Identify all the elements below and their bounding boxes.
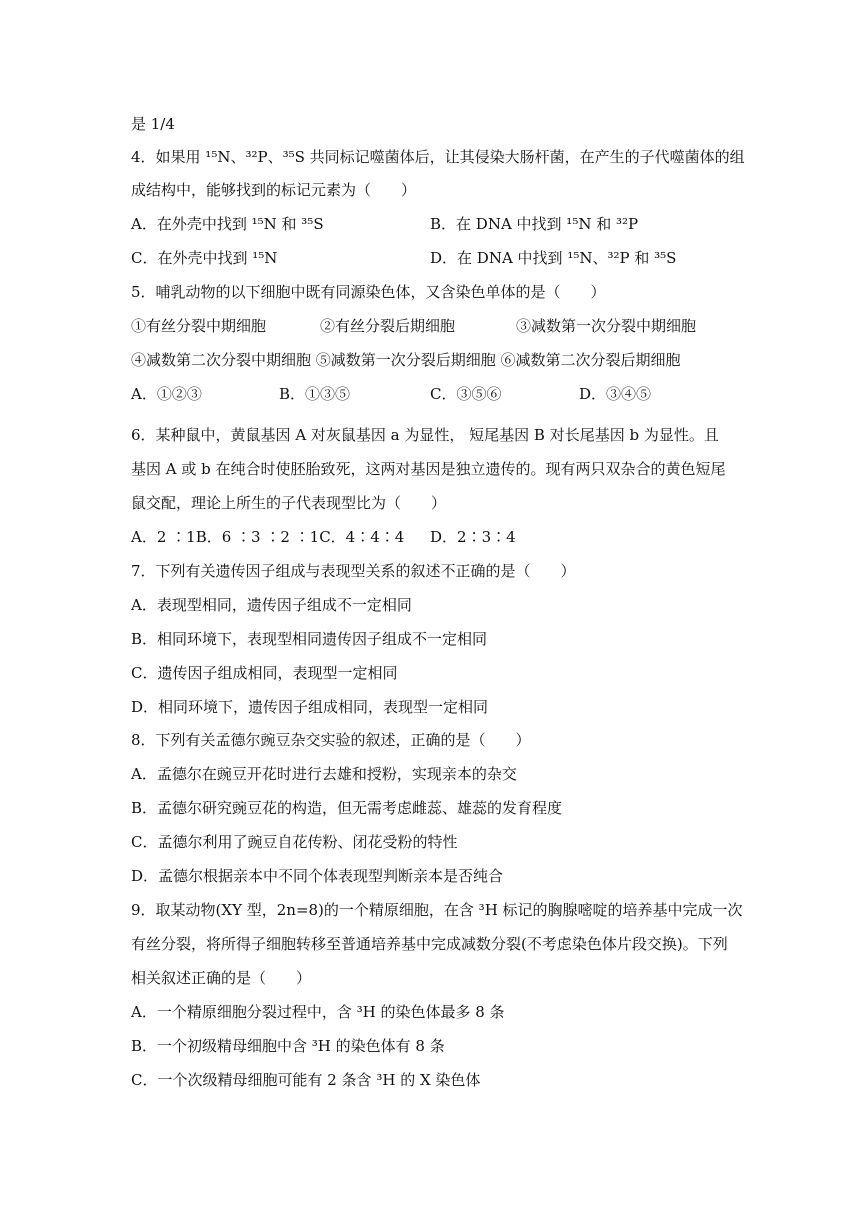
question-9-stem-line-3: 相关叙述正确的是（ ） — [131, 969, 312, 987]
question-6-stem-line-1: 6．某种鼠中，黄鼠基因 A 对灰鼠基因 a 为显性， 短尾基因 B 对长尾基因 b 为显性。且 — [131, 426, 719, 444]
question-7-option-d: D．相同环境下，遗传因子组成相同，表现型一定相同 — [131, 698, 489, 716]
question-5-stem: 5．哺乳动物的以下细胞中既有同源染色体，又含染色单体的是（ ） — [131, 283, 606, 301]
question-6-stem-line-3: 鼠交配，理论上所生的子代表现型比为（ ） — [131, 494, 447, 512]
question-9-option-c: C．一个次级精母细胞可能有 2 条含 ³H 的 X 染色体 — [131, 1071, 481, 1089]
question-8-option-d: D．孟德尔根据亲本中不同个体表现型判断亲本是否纯合 — [131, 867, 504, 885]
question-7-option-c: C．遗传因子组成相同，表现型一定相同 — [131, 664, 398, 682]
question-4-option-d: D．在 DNA 中找到 ¹⁵N、³²P 和 ³⁵S — [430, 249, 677, 267]
question-5-item-3: ③减数第一次分裂中期细胞 — [516, 317, 697, 335]
question-8-stem: 8．下列有关孟德尔豌豆杂交实验的叙述，正确的是（ ） — [131, 731, 531, 749]
text-line: 是 1/4 — [131, 115, 175, 133]
question-5-items-4-6: ④减数第二次分裂中期细胞 ⑤减数第一次分裂后期细胞 ⑥减数第二次分裂后期细胞 — [131, 351, 681, 369]
question-9-stem-line-1: 9．取某动物(XY 型，2n=8)的一个精原细胞，在含 ³H 标记的胸腺嘧啶的培养基中完成一次 — [131, 901, 743, 919]
question-4-option-b: B．在 DNA 中找到 ¹⁵N 和 ³²P — [430, 215, 639, 233]
question-6-stem-line-2: 基因 A 或 b 在纯合时使胚胎致死，这两对基因是独立遗传的。现有两只双杂合的黄色短尾 — [131, 460, 726, 478]
question-9-option-b: B．一个初级精母细胞中含 ³H 的染色体有 8 条 — [131, 1037, 445, 1055]
question-9-option-a: A．一个精原细胞分裂过程中，含 ³H 的染色体最多 8 条 — [131, 1003, 505, 1021]
question-5-option-c: C．③⑤⑥ — [430, 385, 502, 403]
question-5-item-1: ①有丝分裂中期细胞 — [131, 317, 267, 335]
question-5-option-a: A．①②③ — [131, 385, 202, 403]
question-8-option-b: B．孟德尔研究豌豆花的构造，但无需考虑雌蕊、雄蕊的发育程度 — [131, 799, 563, 817]
question-4-stem-line-1: 4．如果用 ¹⁵N、³²P、³⁵S 共同标记噬菌体后，让其侵染大肠杆菌，在产生的子代噬菌体的组 — [131, 148, 745, 166]
question-7-option-a: A．表现型相同，遗传因子组成不一定相同 — [131, 596, 412, 614]
question-8-option-c: C．孟德尔利用了豌豆自花传粉、闭花受粉的特性 — [131, 833, 458, 851]
question-5-item-2: ②有丝分裂后期细胞 — [320, 317, 456, 335]
question-9-stem-line-2: 有丝分裂，将所得子细胞转移至普通培养基中完成减数分裂(不考虑染色体片段交换)。下列 — [131, 935, 728, 953]
question-4-stem-line-2: 成结构中，能够找到的标记元素为（ ） — [131, 181, 417, 199]
question-5-option-b: B．①③⑤ — [279, 385, 351, 403]
question-8-option-a: A．孟德尔在豌豆开花时进行去雄和授粉，实现亲本的杂交 — [131, 765, 517, 783]
question-6-options-abc: A．2 ∶1B．6 ∶3 ∶2 ∶1C．4∶4∶4 — [131, 528, 405, 546]
question-4-option-a: A．在外壳中找到 ¹⁵N 和 ³⁵S — [131, 215, 324, 233]
question-7-option-b: B．相同环境下，表现型相同遗传因子组成不一定相同 — [131, 630, 488, 648]
question-4-option-c: C．在外壳中找到 ¹⁵N — [131, 249, 278, 267]
question-5-option-d: D．③④⑤ — [579, 385, 652, 403]
question-6-option-d: D．2∶3∶4 — [430, 528, 516, 546]
question-7-stem: 7．下列有关遗传因子组成与表现型关系的叙述不正确的是（ ） — [131, 562, 576, 580]
